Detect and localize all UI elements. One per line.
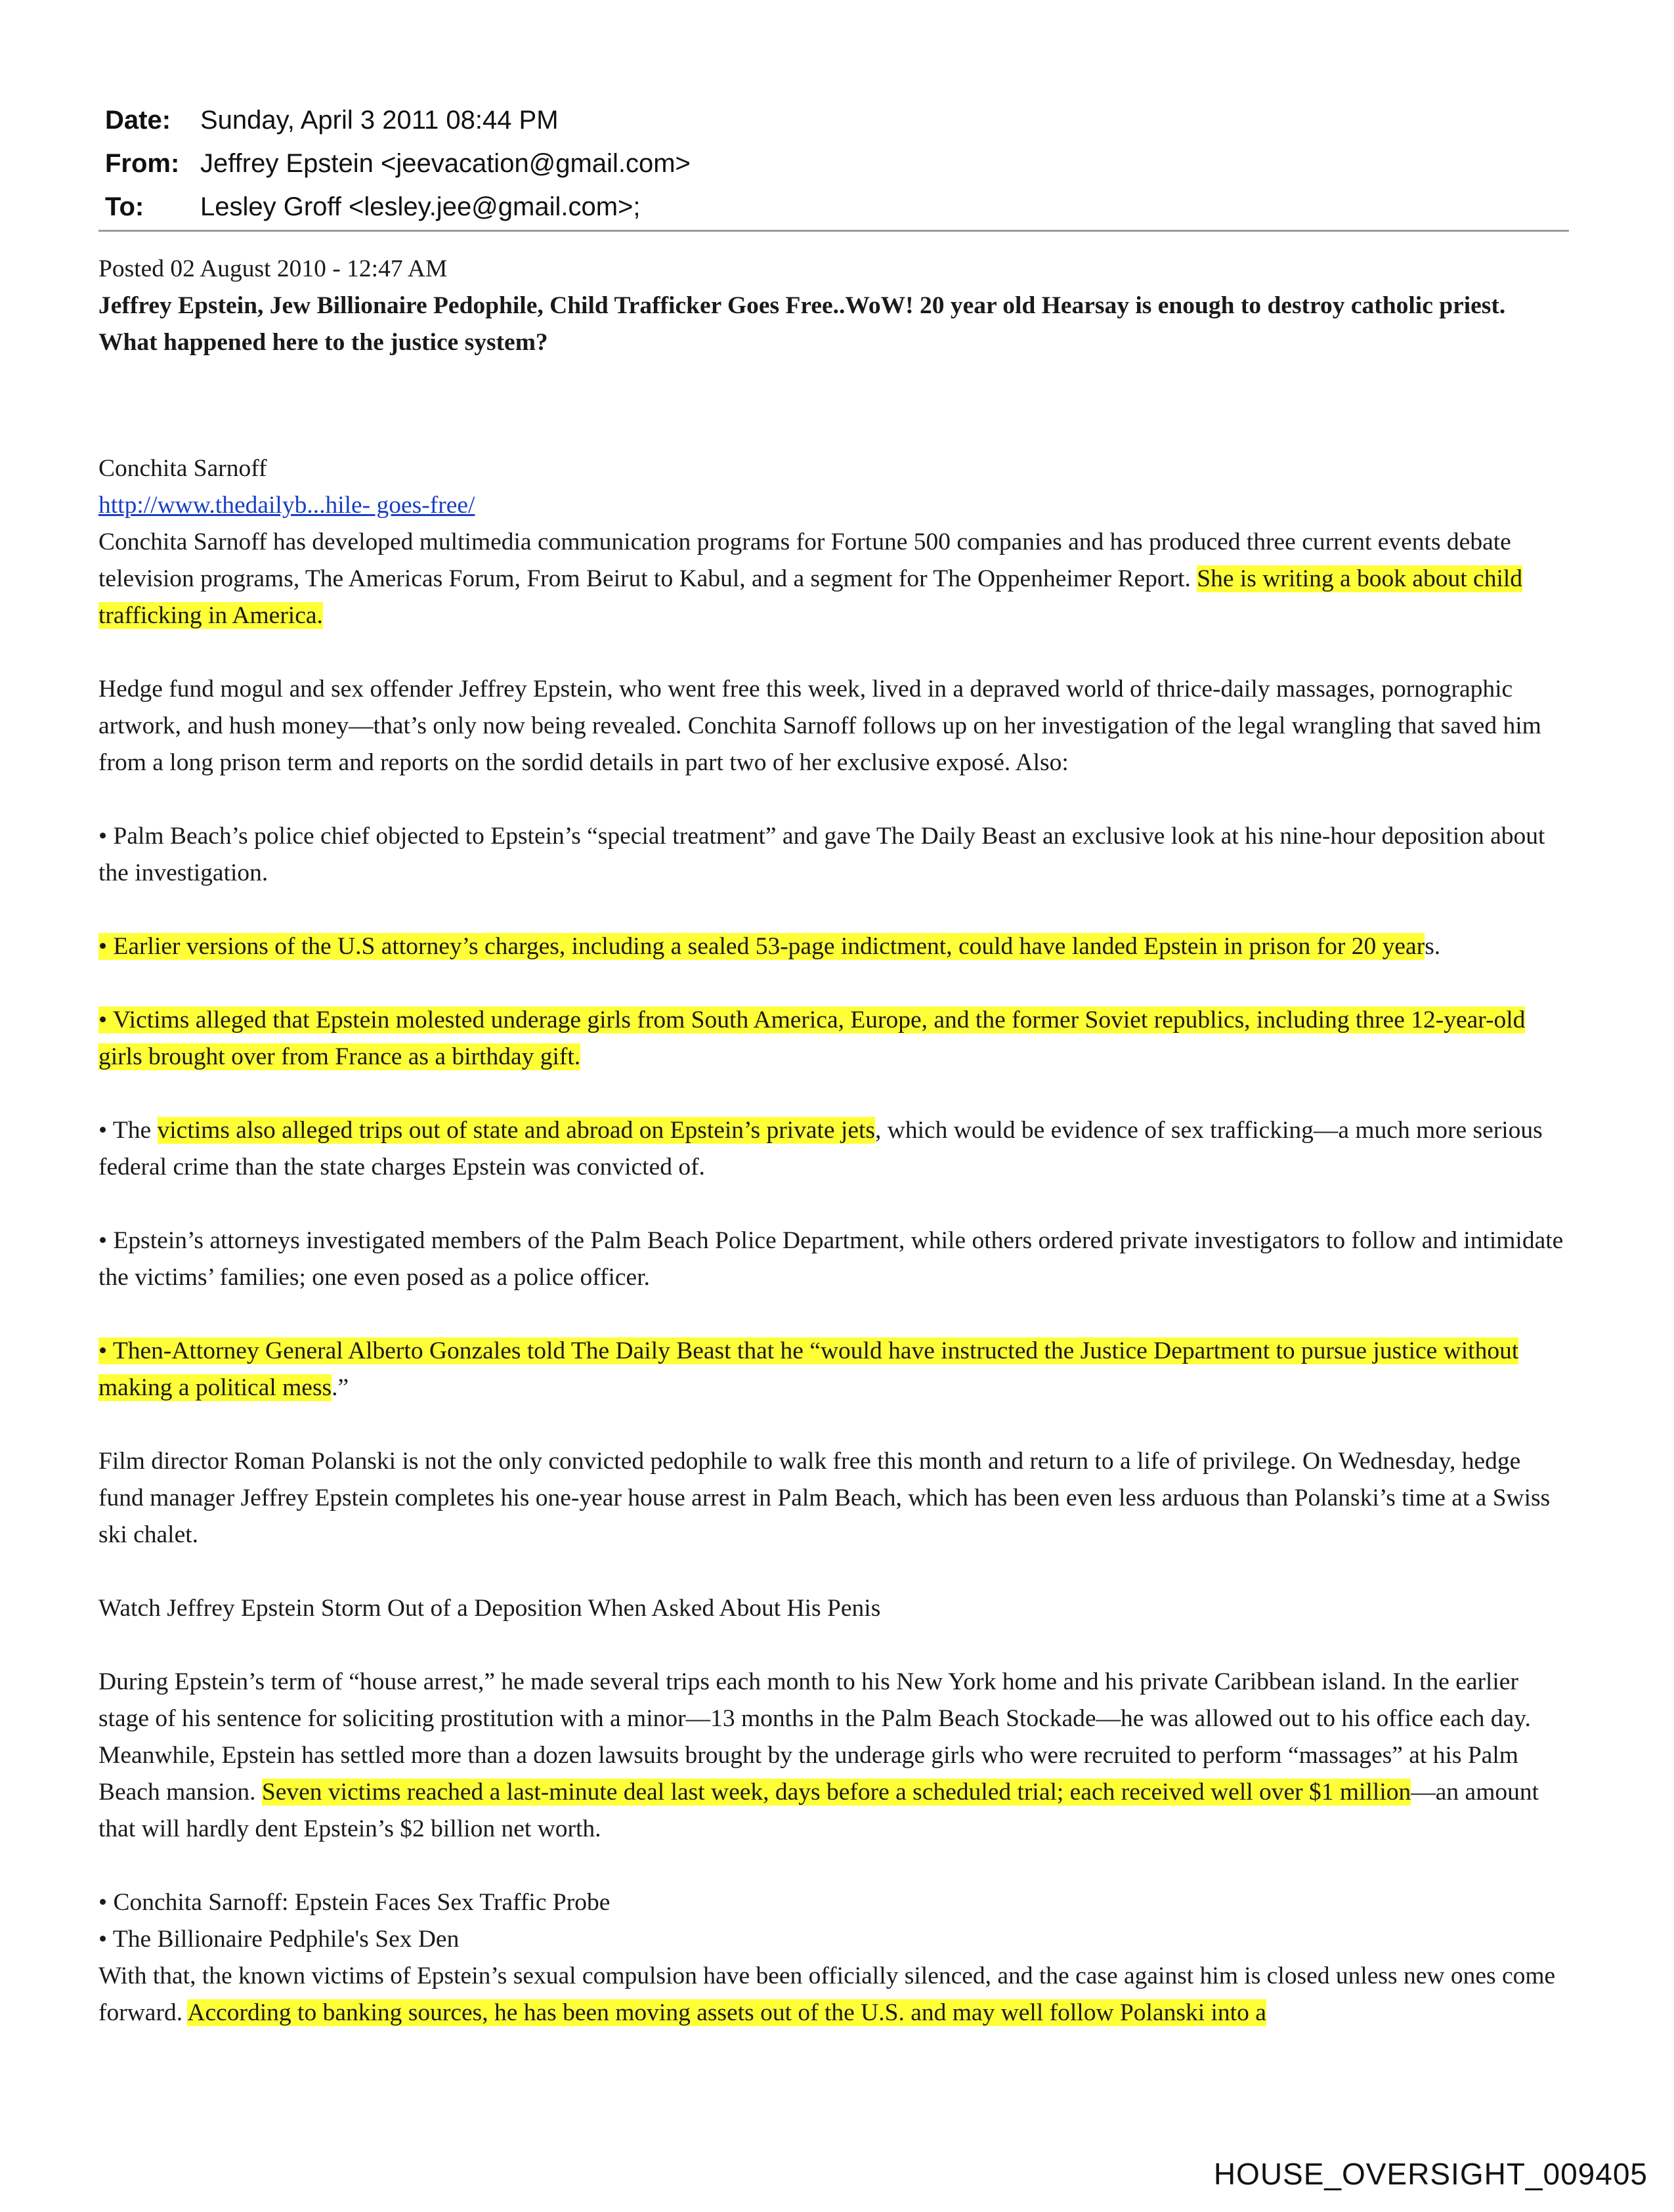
author-name: Conchita Sarnoff — [98, 455, 267, 482]
bates-number: HOUSE_OVERSIGHT_009405 — [1213, 2157, 1648, 2191]
bullet-gonzales-tail: .” — [332, 1374, 349, 1401]
polanski-paragraph: Film director Roman Polanski is not the only convicted pedophile to walk free this month and return to a life of privilege. On Wednesday, hedge fund manager Jeffrey Epstein completes his one-year house arrest in Palm Beach, which has been even less arduous than Polanski’s time at a Swiss ski chalet. — [98, 1448, 1551, 1548]
bullet-indictment — [98, 928, 1569, 965]
related-item-2: • The Billionaire Pedphile's Sex Den — [98, 1926, 460, 1953]
from-value: Jeffrey Epstein <jeevacation@gmail.com> — [200, 149, 691, 178]
from-label: From: — [105, 149, 180, 178]
posted-date: Posted 02 August 2010 - 12:47 AM — [98, 255, 448, 282]
date-value: Sunday, April 3 2011 08:44 PM — [200, 106, 559, 135]
intro-paragraph: Hedge fund mogul and sex offender Jeffrey Epstein, who went free this week, lived in a depraved world of thrice-daily massages, pornographic artwork, and hush money—that’s only now being revealed. Conchita Sarnoff follows up on her investigation of the legal wrangling that saved him from a long prison term and reports on the sordid details in part two of her exclusive exposé. Also: — [98, 676, 1541, 776]
highlight-gonzales: • Then-Attorney General Alberto Gonzales told The Daily Beast that he “would have instructed the Justice Department to pursue justice without making a political mess — [98, 1337, 1519, 1401]
bio-text: Conchita Sarnoff has developed multimedia communication programs for Fortune 500 companies and has produced three current events debate television programs, The Americas Forum, From Beirut to Kabul, and a segment for The Oppenheimer Report. — [98, 529, 1511, 592]
bullet-trips-post: , which would be evidence of sex trafficking—a much more serious federal crime than the state charges Epstein was convicted of. — [98, 1117, 1543, 1181]
header-divider — [98, 230, 1569, 232]
highlight-settlement: Seven victims reached a last-minute deal last week, days before a scheduled trial; each received well over $1 million — [261, 1779, 1411, 1806]
to-label: To: — [105, 192, 144, 221]
bullet-indictment-tail: s. — [1425, 933, 1441, 960]
bullet-gonzales — [98, 1333, 1569, 1406]
article-link[interactable]: http://www.thedailyb...hile- goes-free/ — [98, 492, 475, 519]
watch-line: Watch Jeffrey Epstein Storm Out of a Deposition When Asked About His Penis — [98, 1595, 881, 1622]
highlight-bio: She is writing a book about child trafficking in America. — [98, 565, 1523, 629]
from-row — [105, 142, 1569, 185]
date-label: Date: — [105, 106, 171, 135]
highlight-trips: victims also alleged trips out of state and abroad on Epstein’s private jets — [157, 1117, 876, 1144]
highlight-victims: • Victims alleged that Epstein molested underage girls from South America, Europe, and the former Soviet republics, including three 12-year-old girls brought over from France as a birthday gift. — [98, 1007, 1526, 1070]
bullet-victims — [98, 1002, 1569, 1075]
bullet-trips — [98, 1112, 1569, 1186]
date-row — [105, 98, 1569, 142]
author-bio — [98, 524, 1569, 634]
to-row — [105, 185, 1569, 228]
bullet-police-chief: • Palm Beach’s police chief objected to Epstein’s “special treatment” and gave The Daily Beast an exclusive look at his nine-hour deposition about the investigation. — [98, 823, 1545, 886]
bullet-attorneys: • Epstein’s attorneys investigated members of the Palm Beach Police Department, while others ordered private investigators to follow and intimidate the victims’ families; one even posed as a police officer. — [98, 1227, 1564, 1291]
house-arrest-tail: —an amount that will hardly dent Epstein’s $2 billion net worth. — [98, 1779, 1539, 1842]
article-title: Jeffrey Epstein, Jew Billionaire Pedophile, Child Trafficker Goes Free..WoW! 20 year old Hearsay is enough to destroy catholic priest. What happened here to the justice system? — [98, 292, 1506, 356]
final-paragraph — [98, 1958, 1569, 2031]
final-text: With that, the known victims of Epstein’s sexual compulsion have been officially silenced, and the case against him is closed unless new ones come forward. — [98, 1963, 1556, 2026]
related-item-1: • Conchita Sarnoff: Epstein Faces Sex Traffic Probe — [98, 1889, 611, 1916]
highlight-indictment: • Earlier versions of the U.S attorney’s charges, including a sealed 53-page indictment, could have landed Epstein in prison for 20 year — [98, 933, 1425, 960]
bullet-trips-pre: • The — [98, 1117, 158, 1144]
to-value: Lesley Groff <lesley.jee@gmail.com>; — [200, 192, 641, 221]
email-header — [105, 98, 1569, 228]
highlight-banking: According to banking sources, he has been moving assets out of the U.S. and may well follow Polanski into a — [187, 1999, 1266, 2026]
house-arrest-text: During Epstein’s term of “house arrest,” he made several trips each month to his New York home and his private Caribbean island. In the earlier stage of his sentence for soliciting prostitution with a minor—13 months in the Palm Beach Stockade—he was allowed out to his office each day. Meanwhile, Epstein has settled more than a dozen lawsuits brought by the underage girls who were recruited to perform “massages” at his Palm Beach mansion. — [98, 1668, 1531, 1806]
house-arrest-paragraph — [98, 1664, 1569, 1848]
article-body — [98, 251, 1569, 2031]
